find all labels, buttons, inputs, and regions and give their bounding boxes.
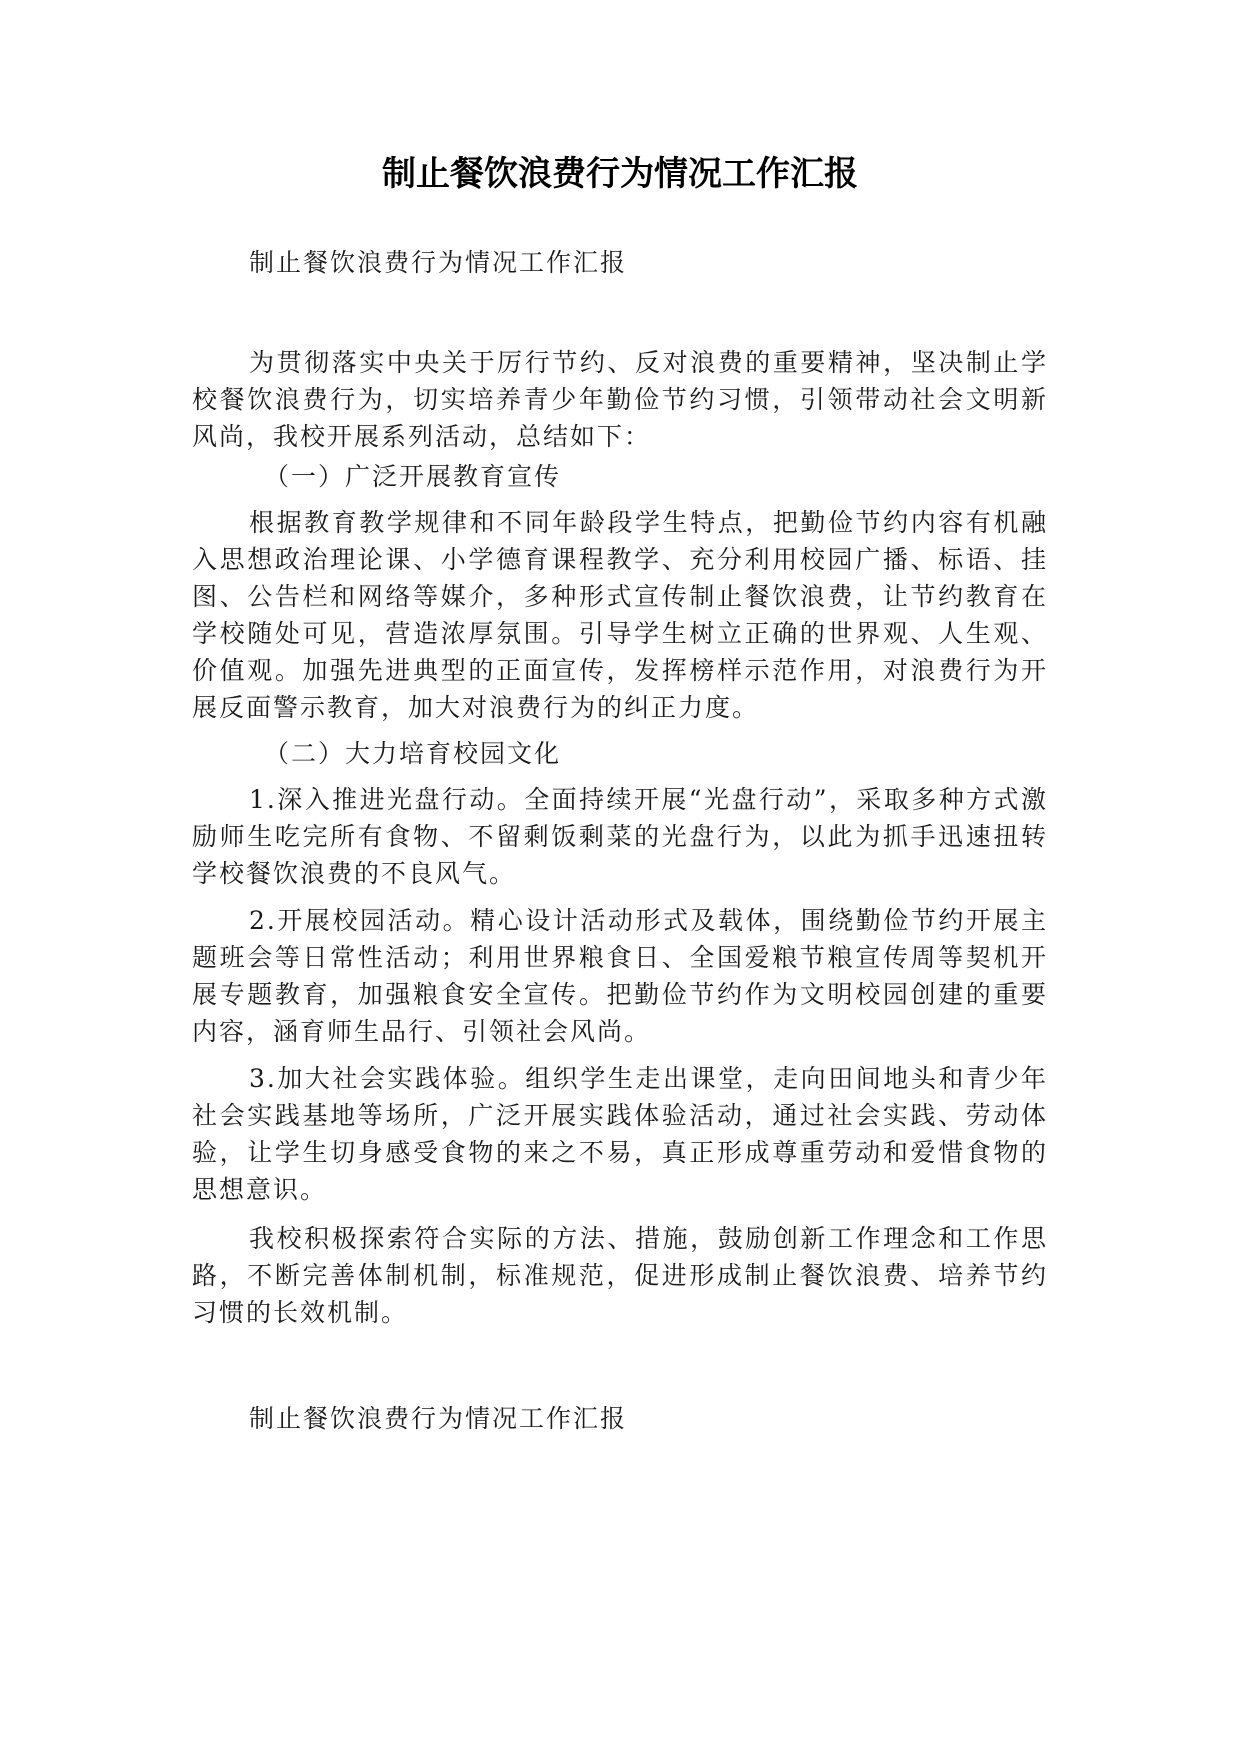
section-2-paragraph-3: 3.加大社会实践体验。组织学生走出课堂，走向田间地头和青少年社会实践基地等场所，广泛开展实践体验活动，通过社会实践、劳动体验，让学生切身感受食物的来之不易，真正形成尊重劳动和爱惜食物的思想意识。	[192, 1064, 1048, 1204]
closing-paragraph: 我校积极探索符合实际的方法、措施，鼓励创新工作理念和工作思路，不断完善体制机制，标准规范，促进形成制止餐饮浪费、培养节约习惯的长效机制。	[192, 1224, 1048, 1327]
document-subtitle: 制止餐饮浪费行为情况工作汇报	[249, 248, 628, 277]
section-1-paragraph-1: 根据教育教学规律和不同年龄段学生特点，把勤俭节约内容有机融入思想政治理论课、小学德育课程教学、充分利用校园广播、标语、挂图、公告栏和网络等媒介，多种形式宣传制止餐饮浪费，让节约教育在学校随处可见，营造浓厚氛围。引导学生树立正确的世界观、人生观、价值观。加强先进典型的正面宣传，发挥榜样示范作用，对浪费行为开展反面警示教育，加大对浪费行为的纠正力度。	[192, 508, 1048, 722]
footer-title: 制止餐饮浪费行为情况工作汇报	[249, 1404, 628, 1433]
document-body	[192, 244, 1048, 1437]
document-title: 制止餐饮浪费行为情况工作汇报	[382, 154, 858, 194]
section-2-paragraph-1: 1.深入推进光盘行动。全面持续开展“光盘行动”，采取多种方式激励师生吃完所有食物、不留剩饭剩菜的光盘行为，以此为抓手迅速扭转学校餐饮浪费的不良风气。	[192, 785, 1048, 888]
section-heading-1: （一）广泛开展教育宣传	[264, 462, 562, 491]
section-heading-2: （二）大力培育校园文化	[264, 739, 562, 768]
intro-paragraph: 为贯彻落实中央关于厉行节约、反对浪费的重要精神，坚决制止学校餐饮浪费行为，切实培养青少年勤俭节约习惯，引领带动社会文明新风尚，我校开展系列活动，总结如下：	[192, 348, 1048, 451]
section-2-paragraph-2: 2.开展校园活动。精心设计活动形式及载体，围绕勤俭节约开展主题班会等日常性活动；利用世界粮食日、全国爱粮节粮宣传周等契机开展专题教育，加强粮食安全宣传。把勤俭节约作为文明校园创建的重要内容，涵育师生品行、引领社会风尚。	[192, 906, 1048, 1046]
